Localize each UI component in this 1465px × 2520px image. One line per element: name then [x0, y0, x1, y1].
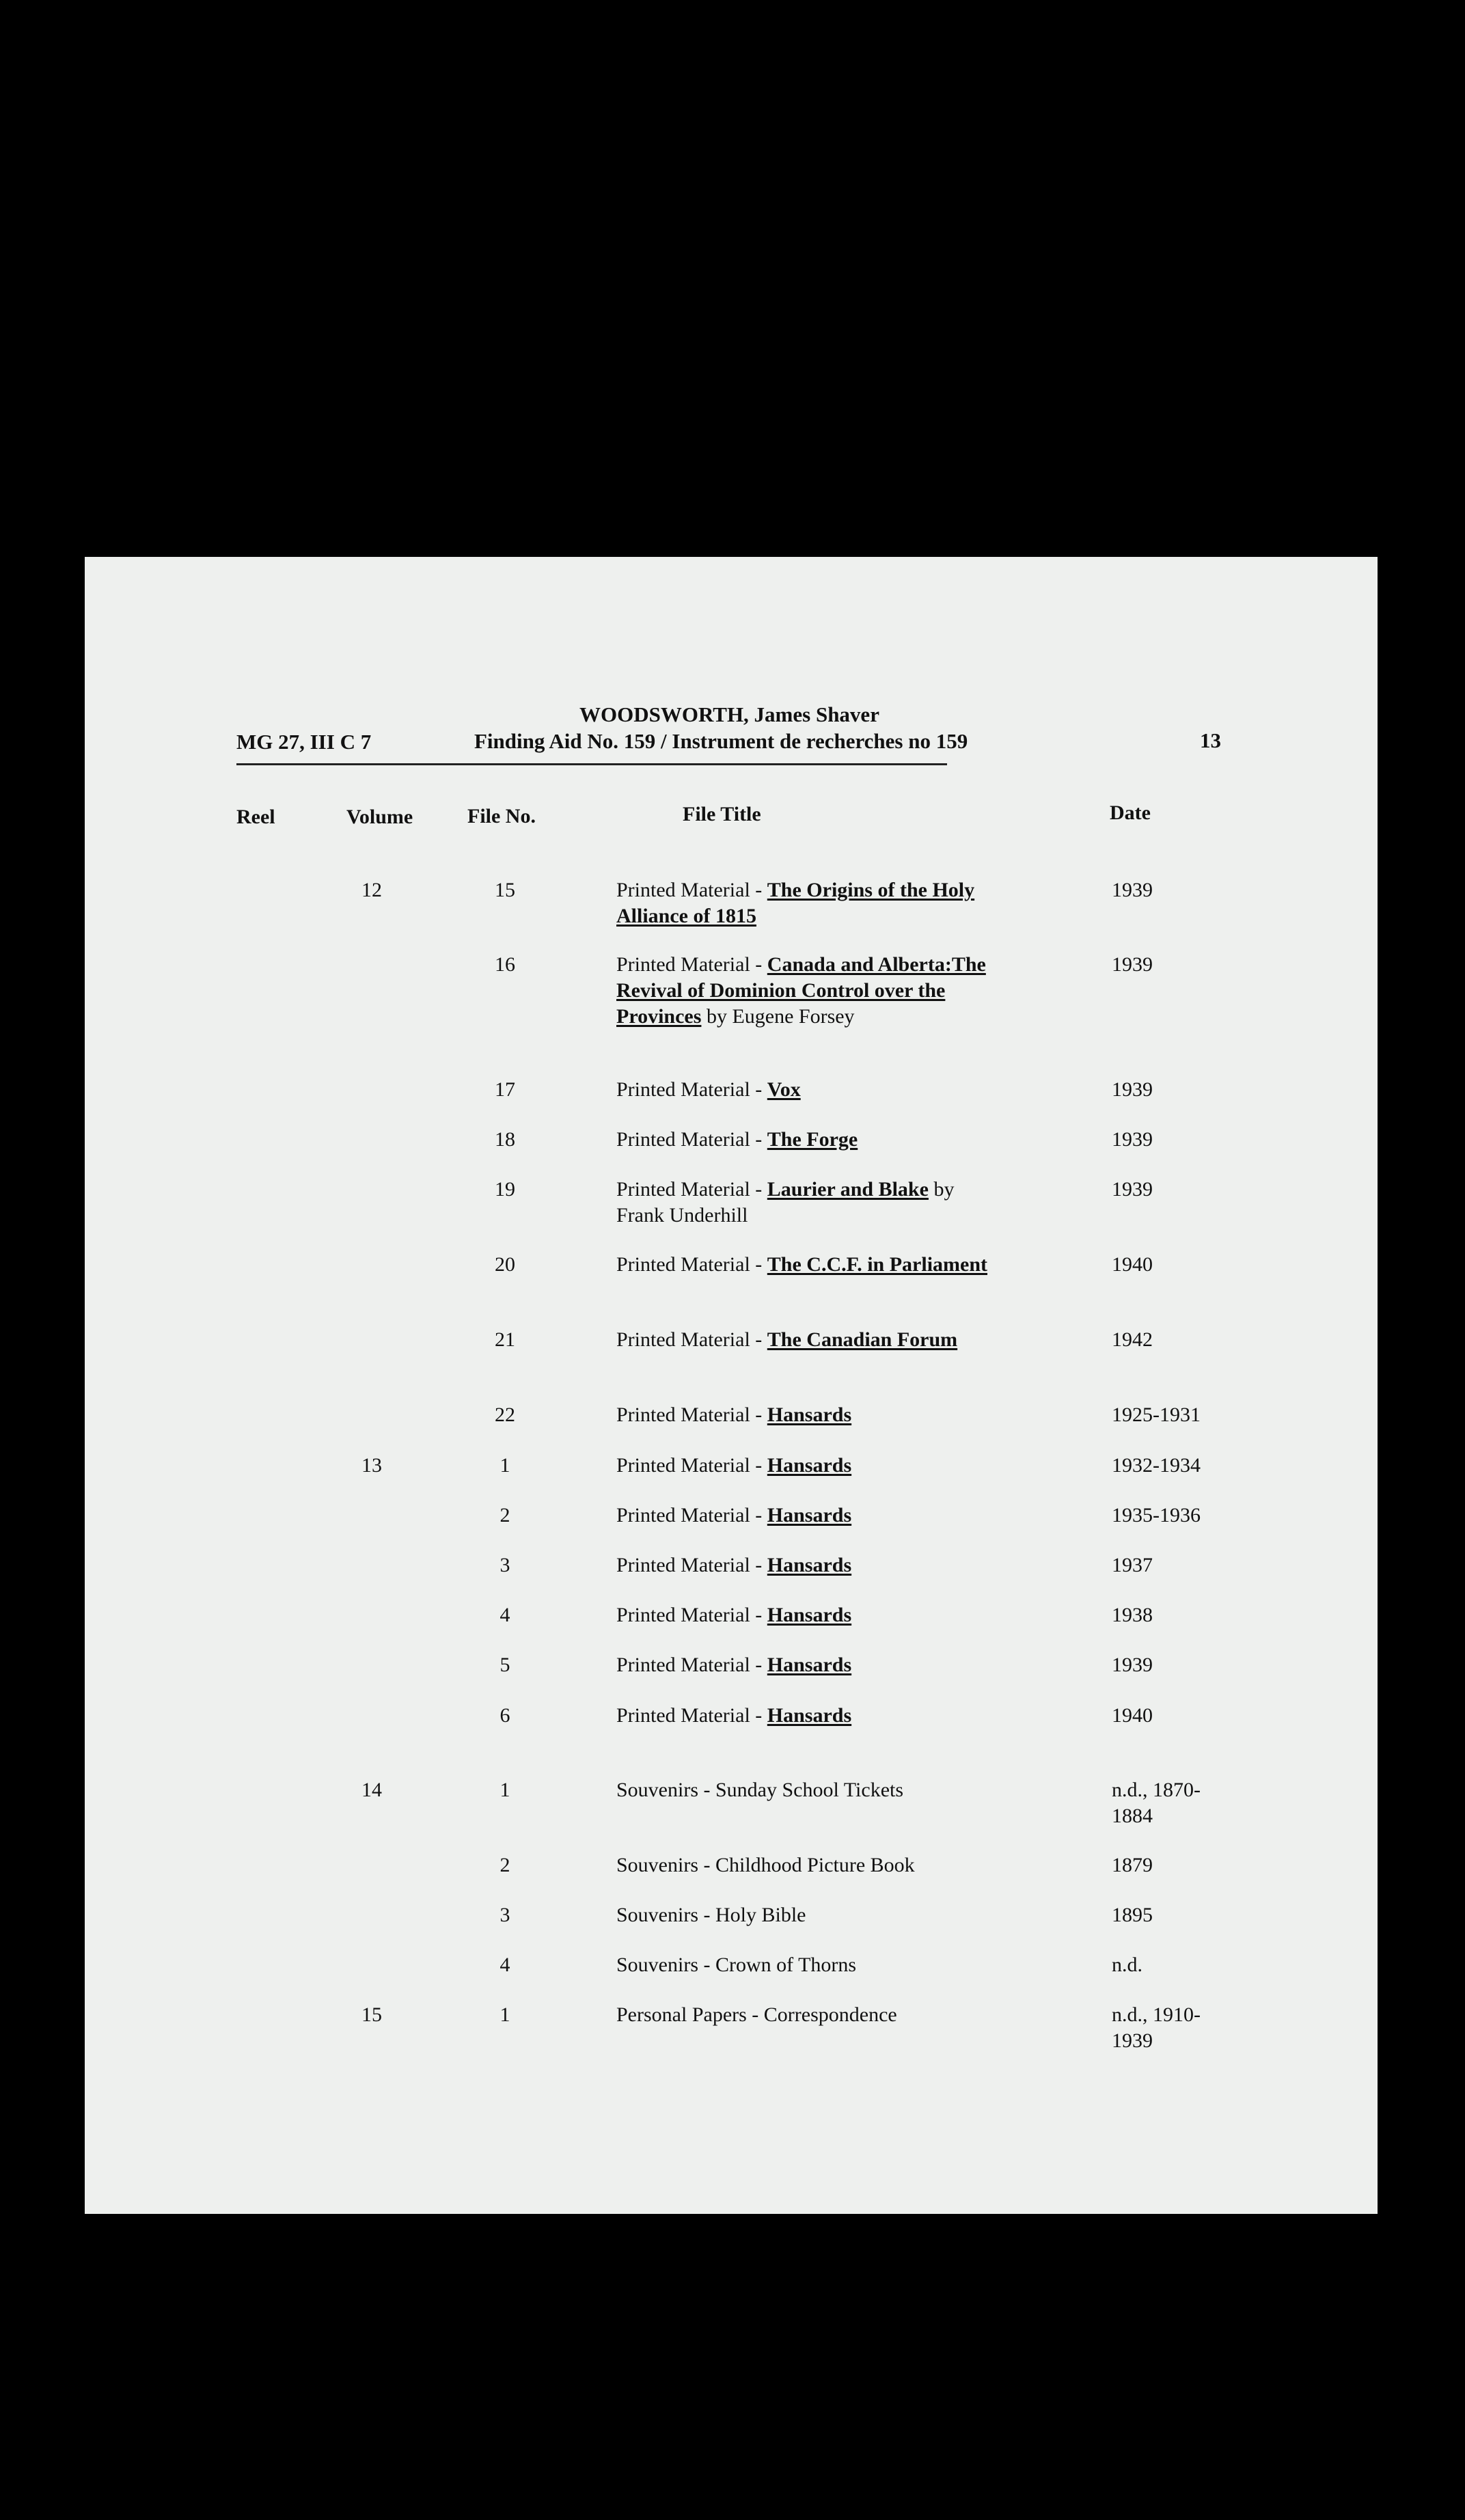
row-file-no: 19: [495, 1178, 515, 1201]
row-volume: 14: [361, 1779, 382, 1801]
row-file-title: [616, 1652, 999, 1678]
row-file-no: 3: [499, 1554, 510, 1576]
row-title-prefix: Personal Papers - Correspondence: [616, 2003, 897, 2026]
row-title-prefix: Souvenirs - Childhood Picture Book: [616, 1854, 915, 1876]
row-date: 1935-1936: [1112, 1504, 1201, 1526]
row-file-no: 16: [495, 953, 515, 976]
row-title-prefix: Printed Material -: [616, 1504, 767, 1526]
row-date: 1939: [1112, 1128, 1153, 1151]
row-file-no: 1: [499, 1779, 510, 1801]
row-file-no: 4: [499, 1954, 510, 1976]
row-date: 1879: [1112, 1854, 1153, 1876]
row-date: n.d., 1910-1939: [1112, 2003, 1201, 2052]
row-title-prefix: Printed Material -: [616, 1454, 767, 1477]
row-file-no: 17: [495, 1078, 515, 1101]
row-file-title: [616, 1503, 999, 1529]
document-page: [85, 557, 1378, 2214]
row-title-emphasis: The Forge: [767, 1128, 858, 1151]
row-file-no: 2: [499, 1504, 510, 1526]
row-file-title: [616, 1552, 999, 1578]
row-file-title: [616, 1177, 999, 1229]
row-title-emphasis: Vox: [767, 1078, 801, 1101]
column-header-file-no: File No.: [467, 805, 536, 827]
row-file-title: [616, 1327, 999, 1353]
row-file-title: [616, 1602, 999, 1628]
row-title-emphasis: The Origins of the Holy Alliance of 1815: [616, 879, 975, 927]
manuscript-group: MG 27, III C 7: [236, 730, 372, 754]
row-file-title: [616, 1952, 999, 1978]
row-title-prefix: Printed Material -: [616, 1704, 767, 1727]
row-file-title: [616, 1777, 999, 1803]
row-title-emphasis: The C.C.F. in Parliament: [767, 1253, 988, 1276]
row-date: 1939: [1112, 1078, 1153, 1101]
row-title-prefix: Souvenirs - Sunday School Tickets: [616, 1779, 904, 1801]
row-file-no: 18: [495, 1128, 515, 1151]
column-header-date: Date: [1110, 802, 1151, 824]
row-title-prefix: Printed Material -: [616, 1554, 767, 1576]
row-date: n.d., 1870-1884: [1112, 1779, 1201, 1827]
row-title-emphasis: Laurier and Blake: [767, 1178, 929, 1201]
row-file-title: [616, 1902, 999, 1928]
row-title-emphasis: Hansards: [767, 1604, 852, 1626]
row-title-prefix: Printed Material -: [616, 1253, 767, 1276]
row-volume: 13: [361, 1454, 382, 1477]
row-file-no: 5: [499, 1654, 510, 1676]
row-title-prefix: Printed Material -: [616, 1078, 767, 1101]
row-file-title: [616, 1703, 999, 1729]
row-file-no: 21: [495, 1328, 515, 1351]
row-date: 1925-1931: [1112, 1403, 1201, 1426]
row-file-no: 1: [499, 2003, 510, 2026]
row-title-emphasis: Hansards: [767, 1454, 852, 1477]
row-title-emphasis: The Canadian Forum: [767, 1328, 958, 1351]
row-title-suffix: by Eugene Forsey: [701, 1005, 855, 1028]
row-date: 1939: [1112, 879, 1153, 901]
row-volume: 15: [361, 2003, 382, 2026]
row-file-title: [616, 877, 999, 929]
row-title-suffix: by Frank Underhill: [616, 1178, 955, 1227]
row-file-no: 20: [495, 1253, 515, 1276]
row-title-emphasis: Hansards: [767, 1704, 852, 1727]
row-file-no: 4: [499, 1604, 510, 1626]
row-date: 1895: [1112, 1904, 1153, 1926]
row-title-emphasis: Hansards: [767, 1654, 852, 1676]
row-date: 1942: [1112, 1328, 1153, 1351]
row-date: 1940: [1112, 1704, 1153, 1727]
fonds-name: WOODSWORTH, James Shaver: [579, 702, 879, 726]
row-volume: 12: [361, 879, 382, 901]
row-title-emphasis: Hansards: [767, 1403, 852, 1426]
row-title-emphasis: Hansards: [767, 1554, 852, 1576]
row-file-no: 1: [499, 1454, 510, 1477]
header-rule: [236, 763, 947, 765]
row-file-title: [616, 2002, 999, 2028]
row-title-prefix: Printed Material -: [616, 953, 767, 976]
row-title-prefix: Printed Material -: [616, 1328, 767, 1351]
row-file-title: [616, 1453, 999, 1479]
row-file-title: [616, 1127, 999, 1153]
row-date: 1937: [1112, 1554, 1153, 1576]
row-file-no: 2: [499, 1854, 510, 1876]
column-header-reel: Reel: [236, 806, 275, 828]
row-file-no: 15: [495, 879, 515, 901]
row-file-title: [616, 1077, 999, 1103]
row-file-title: [616, 952, 999, 1030]
row-date: 1932-1934: [1112, 1454, 1201, 1477]
row-file-title: [616, 1252, 999, 1278]
row-title-prefix: Printed Material -: [616, 1178, 767, 1201]
row-date: 1939: [1112, 1654, 1153, 1676]
column-header-file-title: File Title: [683, 803, 761, 825]
row-file-title: [616, 1852, 999, 1878]
page-number: 13: [1200, 728, 1221, 752]
row-file-no: 22: [495, 1403, 515, 1426]
row-title-prefix: Printed Material -: [616, 1128, 767, 1151]
row-title-prefix: Souvenirs - Holy Bible: [616, 1904, 806, 1926]
row-title-prefix: Souvenirs - Crown of Thorns: [616, 1954, 857, 1976]
row-date: 1939: [1112, 953, 1153, 976]
row-title-prefix: Printed Material -: [616, 879, 767, 901]
row-date: 1938: [1112, 1604, 1153, 1626]
row-date: n.d.: [1112, 1954, 1142, 1976]
row-title-prefix: Printed Material -: [616, 1654, 767, 1676]
row-title-emphasis: Hansards: [767, 1504, 852, 1526]
row-file-no: 3: [499, 1904, 510, 1926]
row-date: 1940: [1112, 1253, 1153, 1276]
finding-aid-title: Finding Aid No. 159 / Instrument de recherches no 159: [474, 729, 968, 753]
row-title-emphasis: Canada and Alberta:The Revival of Dominion Control over the Provinces: [616, 953, 986, 1028]
column-header-volume: Volume: [346, 806, 413, 828]
row-title-prefix: Printed Material -: [616, 1403, 767, 1426]
row-date: 1939: [1112, 1178, 1153, 1201]
row-title-prefix: Printed Material -: [616, 1604, 767, 1626]
row-file-no: 6: [499, 1704, 510, 1727]
row-file-title: [616, 1402, 999, 1428]
